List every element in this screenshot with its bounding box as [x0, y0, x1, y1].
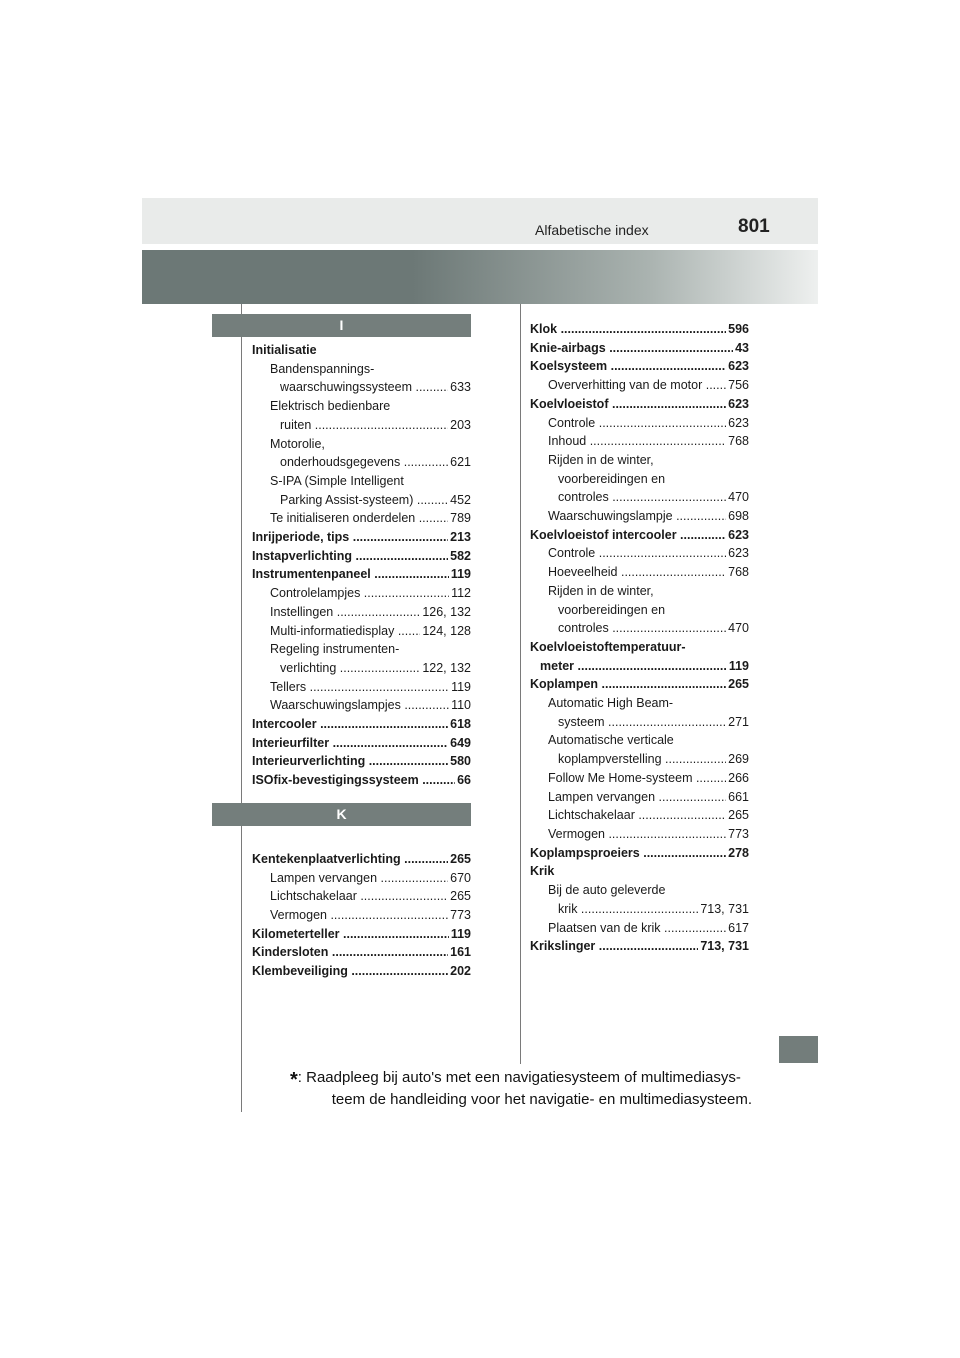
- index-entry: [252, 906, 471, 925]
- index-entry: [530, 825, 749, 844]
- index-entry-label: onderhoudsgegevens .....: [280, 455, 471, 469]
- index-entry: [530, 862, 749, 881]
- column-divider: [520, 304, 521, 1064]
- index-entry-label: Hoeveelheid .....: [548, 565, 749, 579]
- index-entry-page: 789: [448, 509, 471, 528]
- index-entry: [530, 320, 749, 339]
- index-entry-label: waarschuwingssysteem .....: [280, 380, 471, 394]
- index-entry-label: controles .....: [558, 490, 749, 504]
- index-entry: [530, 713, 749, 732]
- index-entry-label: Parking Assist-systeem) .....: [280, 493, 471, 507]
- index-entry-page: 265: [448, 850, 471, 869]
- index-entry-label: ISOfix-bevestigingssysteem .....: [252, 773, 471, 787]
- index-entry-label: Controle .....: [548, 416, 749, 430]
- index-entry: [252, 943, 471, 962]
- index-entry-label: Lichtschakelaar .....: [270, 889, 471, 903]
- index-entry: [530, 694, 749, 713]
- index-entry: [530, 470, 749, 489]
- index-entry: [252, 584, 471, 603]
- index-entry-label: Kindersloten .....: [252, 945, 471, 959]
- index-entry-page: 582: [448, 547, 471, 566]
- index-entry-page: 713, 731: [698, 937, 749, 956]
- index-entry: [252, 869, 471, 888]
- index-entry-label: verlichting .....: [280, 661, 471, 675]
- index-entry-page: 623: [726, 544, 749, 563]
- index-entry: [530, 395, 749, 414]
- footnote: [290, 1068, 752, 1110]
- index-entry-label: Controlelampjes .....: [270, 586, 471, 600]
- index-entry-page: 265: [448, 887, 471, 906]
- index-entry-label: Vermogen .....: [270, 908, 471, 922]
- index-entry-page: 768: [726, 563, 749, 582]
- index-entry-label: Koplampen .....: [530, 677, 749, 691]
- index-entry: [530, 900, 749, 919]
- index-entry-label: systeem .....: [558, 715, 749, 729]
- index-entry-label: Bij de auto geleverde: [548, 883, 666, 898]
- index-entry-label: S-IPA (Simple Intelligent: [270, 473, 404, 488]
- index-entry-page: 161: [448, 943, 471, 962]
- page-number: 801: [738, 216, 770, 237]
- index-entry-label: Automatische verticale: [548, 733, 674, 748]
- index-entry-page: 756: [726, 376, 749, 395]
- index-entry: [530, 881, 749, 900]
- index-entry: [530, 731, 749, 750]
- index-entry: [530, 657, 749, 676]
- index-entry-page: 617: [726, 919, 749, 938]
- index-entry: [252, 887, 471, 906]
- index-entry-page: 596: [726, 320, 749, 339]
- index-entry-page: 623: [726, 414, 749, 433]
- index-column-left: [252, 341, 471, 981]
- index-entry: [530, 750, 749, 769]
- index-entry-page: 470: [726, 488, 749, 507]
- index-entry: [530, 937, 749, 956]
- index-entry-page: 122, 132: [420, 659, 471, 678]
- index-entry-label: Waarschuwingslampjes .....: [270, 698, 471, 712]
- index-entry-label: koplampverstelling .....: [558, 752, 749, 766]
- index-entry-page: 124, 128: [420, 622, 471, 641]
- index-entry: [530, 638, 749, 657]
- index-entry-label: Klok .....: [530, 322, 749, 336]
- index-entry-page: 271: [726, 713, 749, 732]
- index-entry: [252, 397, 471, 416]
- index-entry: [530, 675, 749, 694]
- index-entry: [530, 563, 749, 582]
- index-entry-label: Kilometerteller .....: [252, 927, 471, 941]
- index-entry: [252, 435, 471, 454]
- index-entry-label: krik .....: [558, 902, 749, 916]
- index-entry: [530, 376, 749, 395]
- index-entry-label: Tellers .....: [270, 680, 471, 694]
- index-entry-label: Motorolie,: [270, 436, 325, 451]
- section-header-k: K: [212, 803, 471, 826]
- index-entry-label: Interieurverlichting .....: [252, 754, 471, 768]
- index-column-right: [530, 320, 749, 956]
- index-entry-label: voorbereidingen en: [558, 602, 666, 617]
- index-list-i: [252, 341, 471, 790]
- index-entry-label: voorbereidingen en: [558, 471, 666, 486]
- page-title: Alfabetische index: [535, 222, 649, 238]
- footnote-line-2: teem de handleiding voor het navigatie- en multimediasysteem.: [331, 1091, 752, 1108]
- chapter-tab: [779, 1036, 818, 1063]
- index-entry-label: Koelvloeistof intercooler .....: [530, 528, 749, 542]
- index-entry-label: Koplampsproeiers .....: [530, 846, 749, 860]
- index-entry: [252, 678, 471, 697]
- index-entry: [252, 622, 471, 641]
- index-entry-label: Lichtschakelaar .....: [548, 808, 749, 822]
- index-entry: [530, 414, 749, 433]
- index-entry: [530, 432, 749, 451]
- index-entry-page: 203: [448, 416, 471, 435]
- index-entry-page: 773: [726, 825, 749, 844]
- index-entry-page: 713, 731: [698, 900, 749, 919]
- index-entry-page: 623: [726, 526, 749, 545]
- index-entry-page: 623: [726, 357, 749, 376]
- index-entry-page: 269: [726, 750, 749, 769]
- index-entry-label: Waarschuwingslampje .....: [548, 509, 749, 523]
- index-entry: [252, 734, 471, 753]
- index-entry-page: 633: [448, 378, 471, 397]
- index-entry: [252, 962, 471, 981]
- index-entry: [252, 528, 471, 547]
- index-entry-label: Koelvloeistoftemperatuur-: [530, 639, 686, 654]
- left-rule: [241, 304, 242, 1112]
- index-entry-label: Oververhitting van de motor .....: [548, 378, 749, 392]
- index-entry-label: Bandenspannings-: [270, 361, 375, 376]
- index-entry-label: meter .....: [540, 659, 749, 673]
- index-entry: [530, 451, 749, 470]
- index-entry-page: 66: [455, 771, 471, 790]
- index-entry-page: 452: [448, 491, 471, 510]
- index-entry: [252, 453, 471, 472]
- index-entry-label: Follow Me Home-systeem .....: [548, 771, 749, 785]
- index-entry: [252, 378, 471, 397]
- index-entry-label: Klembeveiliging .....: [252, 964, 471, 978]
- index-entry-page: 661: [726, 788, 749, 807]
- index-entry: [252, 696, 471, 715]
- index-entry-label: Inrijperiode, tips .....: [252, 530, 471, 544]
- index-entry-page: 266: [726, 769, 749, 788]
- index-entry-page: 213: [448, 528, 471, 547]
- index-entry: [252, 715, 471, 734]
- index-entry: [252, 341, 471, 360]
- index-entry-page: 623: [726, 395, 749, 414]
- index-entry: [530, 507, 749, 526]
- index-entry: [252, 771, 471, 790]
- index-entry-page: 649: [448, 734, 471, 753]
- index-entry: [252, 565, 471, 584]
- index-entry: [530, 339, 749, 358]
- index-entry: [252, 925, 471, 944]
- index-entry: [252, 547, 471, 566]
- index-entry-page: 119: [449, 565, 471, 584]
- index-entry-label: Instellingen .....: [270, 605, 471, 619]
- index-entry-page: 265: [726, 806, 749, 825]
- index-entry-label: Instapverlichting .....: [252, 549, 471, 563]
- header-top-bar: [142, 198, 818, 244]
- index-entry-label: Initialisatie: [252, 343, 317, 357]
- index-entry: [252, 509, 471, 528]
- index-entry-label: Rijden in de winter,: [548, 452, 654, 467]
- index-entry-page: 43: [733, 339, 749, 358]
- index-entry-label: Lampen vervangen .....: [270, 871, 471, 885]
- index-entry: [252, 659, 471, 678]
- index-entry-label: Krikslinger .....: [530, 939, 749, 953]
- index-entry-page: 119: [449, 925, 471, 944]
- index-entry-page: 119: [727, 657, 749, 676]
- index-entry-page: 202: [448, 962, 471, 981]
- index-entry-page: 621: [448, 453, 471, 472]
- index-entry: [252, 360, 471, 379]
- index-entry-label: Interieurfilter .....: [252, 736, 471, 750]
- index-entry-label: Te initialiseren onderdelen .....: [270, 511, 471, 525]
- index-entry-label: Automatic High Beam-: [548, 696, 674, 711]
- index-entry-page: 126, 132: [420, 603, 471, 622]
- index-entry-label: Kentekenplaatverlichting .....: [252, 852, 471, 866]
- index-entry-label: Knie-airbags .....: [530, 341, 749, 355]
- index-entry: [530, 788, 749, 807]
- index-entry: [530, 769, 749, 788]
- index-entry: [530, 357, 749, 376]
- index-entry-page: 110: [449, 696, 471, 715]
- index-entry: [252, 640, 471, 659]
- index-entry-label: Koelvloeistof .....: [530, 397, 749, 411]
- index-entry: [530, 526, 749, 545]
- index-entry-page: 773: [448, 906, 471, 925]
- index-entry-label: Intercooler .....: [252, 717, 471, 731]
- index-entry-label: Krik: [530, 864, 555, 879]
- index-entry-label: ruiten .....: [280, 418, 471, 432]
- index-entry: [530, 619, 749, 638]
- index-entry-page: 470: [726, 619, 749, 638]
- index-entry-label: Multi-informatiedisplay .....: [270, 624, 471, 638]
- index-entry: [530, 919, 749, 938]
- index-list-k: [252, 850, 471, 981]
- index-entry: [252, 850, 471, 869]
- index-entry-page: 112: [449, 584, 471, 603]
- index-entry-label: Plaatsen van de krik .....: [548, 921, 749, 935]
- index-list-k-continued: [530, 320, 749, 956]
- index-entry: [252, 472, 471, 491]
- section-header-i: I: [212, 314, 471, 337]
- index-entry: [530, 601, 749, 620]
- index-entry-label: Regeling instrumenten-: [270, 642, 400, 657]
- index-entry-label: Lampen vervangen .....: [548, 790, 749, 804]
- index-entry: [530, 582, 749, 601]
- index-entry-page: 580: [448, 752, 471, 771]
- index-entry: [252, 603, 471, 622]
- index-entry-page: 768: [726, 432, 749, 451]
- index-entry-label: controles .....: [558, 621, 749, 635]
- index-entry: [530, 488, 749, 507]
- index-entry: [530, 844, 749, 863]
- index-entry-page: 618: [448, 715, 471, 734]
- index-entry-page: 698: [726, 507, 749, 526]
- index-entry-label: Instrumentenpaneel .....: [252, 567, 471, 581]
- index-entry: [530, 544, 749, 563]
- header-band: [142, 250, 818, 304]
- index-entry-label: Elektrisch bedienbare: [270, 399, 391, 414]
- footnote-marker: *: [290, 1069, 298, 1091]
- index-entry-label: Vermogen .....: [548, 827, 749, 841]
- index-entry-page: 278: [726, 844, 749, 863]
- index-entry: [252, 416, 471, 435]
- index-entry-label: Rijden in de winter,: [548, 583, 654, 598]
- index-entry: [252, 752, 471, 771]
- index-entry-page: 670: [448, 869, 471, 888]
- section-gap: [252, 790, 471, 850]
- index-entry-label: Inhoud .....: [548, 434, 749, 448]
- footnote-line-1: : Raadpleeg bij auto's met een navigatiesysteem of multimediasys-: [297, 1069, 741, 1086]
- index-entry-label: Koelsysteem .....: [530, 359, 749, 373]
- index-entry-page: 265: [726, 675, 749, 694]
- index-entry-label: Controle .....: [548, 546, 749, 560]
- index-entry-page: 119: [449, 678, 471, 697]
- index-entry: [252, 491, 471, 510]
- index-entry: [530, 806, 749, 825]
